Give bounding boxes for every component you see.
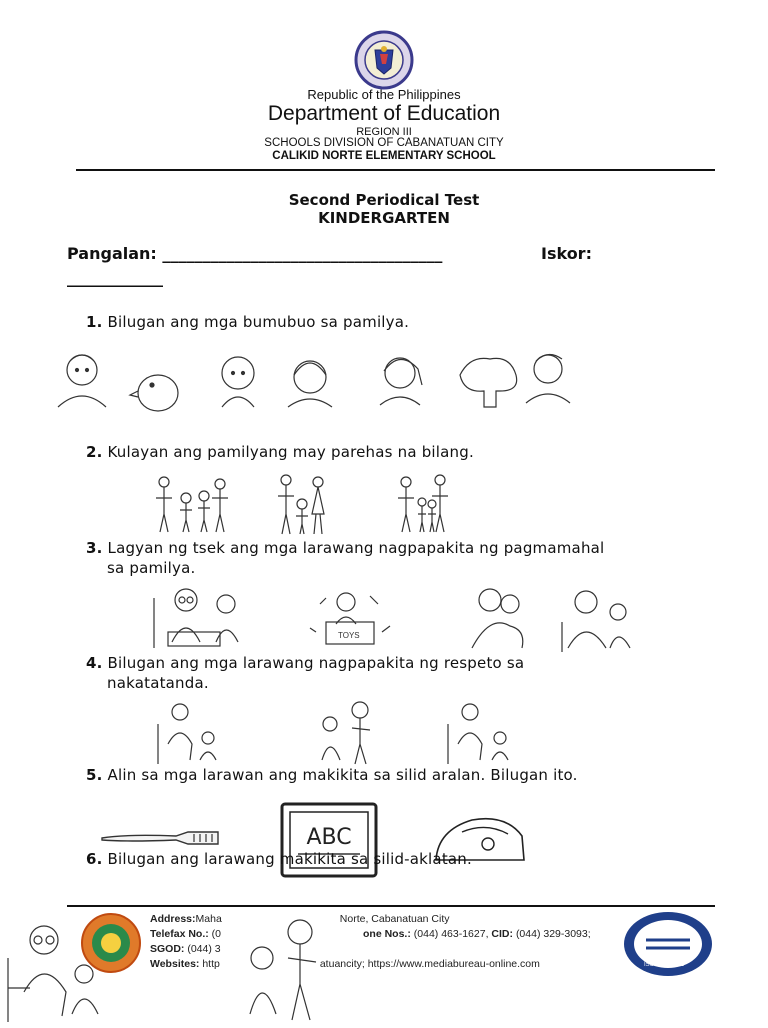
cid-label: CID:	[491, 928, 514, 940]
question-text: Lagyan ng tsek ang mga larawang nagpapakita ng pagmamahal	[107, 539, 605, 557]
question-text: Kulayan ang pamilyang may parehas na bilang.	[102, 443, 474, 461]
phone-value: (044) 463-1627,	[413, 928, 489, 940]
q3-pictures	[150, 582, 640, 662]
footer-overlap-pictures	[0, 918, 340, 1028]
name-blank: ___________________________________	[162, 244, 443, 263]
name-field[interactable]	[67, 244, 442, 263]
helping-grandparent-picture-2	[448, 704, 508, 764]
hugging-picture	[472, 589, 523, 648]
department-title: Department of Education	[267, 102, 501, 125]
q4-pictures	[150, 700, 530, 772]
question-number: 6.	[86, 850, 103, 868]
question-1	[86, 313, 409, 331]
question-number: 3.	[86, 539, 103, 557]
family-of-five-picture	[398, 475, 448, 532]
websites-tail: atuancity; https://www.mediabureau-online.com	[319, 958, 540, 970]
question-2	[86, 443, 474, 461]
family-of-four-picture-2	[278, 475, 324, 534]
scolding-scene-picture	[250, 920, 316, 1020]
q1-pictures	[50, 345, 590, 429]
phone-label: one Nos.:	[363, 928, 411, 940]
grandparent-with-child-picture	[8, 926, 98, 1022]
child-with-adult-picture	[322, 702, 370, 764]
question-3	[86, 538, 604, 578]
mother-picture	[288, 361, 332, 407]
score-label: Iskor:	[541, 244, 592, 263]
sgod-value: (044) 3	[187, 943, 221, 955]
name-label: Pangalan:	[67, 244, 163, 263]
iso-text: ISO 9001:2015	[644, 962, 685, 968]
address-tail: Norte, Cabanatuan City	[339, 913, 450, 925]
question-number: 4.	[86, 654, 103, 672]
question-4	[86, 653, 524, 693]
websites-value: http	[202, 958, 220, 970]
deped-seal	[342, 30, 426, 90]
father-picture	[58, 355, 106, 407]
family-of-four-picture	[156, 477, 228, 532]
telefax-value: (0	[211, 928, 221, 940]
helping-grandparent-picture	[158, 704, 216, 764]
division-line: SCHOOLS DIVISION OF CABANATUAN CITY	[264, 137, 504, 149]
question-text: Bilugan ang larawang makikita sa silid-aklatan.	[107, 850, 472, 868]
iso-logo	[622, 910, 714, 982]
q5-pictures	[96, 800, 536, 884]
cid-value: (044) 329-3093;	[515, 928, 591, 940]
address-value: Maha	[195, 913, 222, 925]
board-text: ABC	[306, 825, 352, 850]
score-blank[interactable]: ____________	[67, 268, 163, 287]
q2-pictures	[150, 470, 470, 546]
brother-picture	[526, 354, 570, 403]
caring-grandparent-picture	[562, 591, 630, 652]
region-line: REGION III	[356, 126, 412, 138]
header-divider	[76, 169, 715, 171]
question-5	[86, 766, 578, 784]
bird-picture	[130, 375, 178, 411]
baby-picture	[222, 357, 254, 407]
question-number: 5.	[86, 766, 103, 784]
question-text-cont: nakatatanda.	[107, 674, 209, 692]
question-number: 2.	[86, 443, 103, 461]
question-text: Bilugan ang mga bumubuo sa pamilya.	[107, 313, 410, 331]
question-number: 1.	[86, 313, 103, 331]
question-text: Alin sa mga larawan ang makikita sa silid aralan. Bilugan ito.	[107, 766, 578, 784]
footer-divider	[67, 905, 715, 907]
question-text-cont: sa pamilya.	[107, 559, 196, 577]
tree-picture	[460, 358, 517, 407]
toys-label: TOYS	[338, 631, 360, 640]
address-label: Address:	[150, 913, 196, 925]
telefax-label: Telefax No.:	[150, 928, 209, 940]
school-name: CALIKID NORTE ELEMENTARY SCHOOL	[272, 150, 496, 162]
spatula-picture	[102, 832, 218, 844]
sister-picture	[380, 358, 422, 405]
question-6	[86, 850, 472, 868]
websites-label: Websites:	[150, 958, 200, 970]
feeding-grandparent-picture	[154, 589, 238, 648]
sgod-label: SGOD:	[150, 943, 185, 955]
grade-level: KINDERGARTEN	[318, 209, 450, 227]
republic-line: Republic of the Philippines	[307, 87, 461, 102]
question-text: Bilugan ang mga larawang nagpapakita ng respeto sa	[107, 654, 525, 672]
test-title: Second Periodical Test	[288, 191, 480, 209]
